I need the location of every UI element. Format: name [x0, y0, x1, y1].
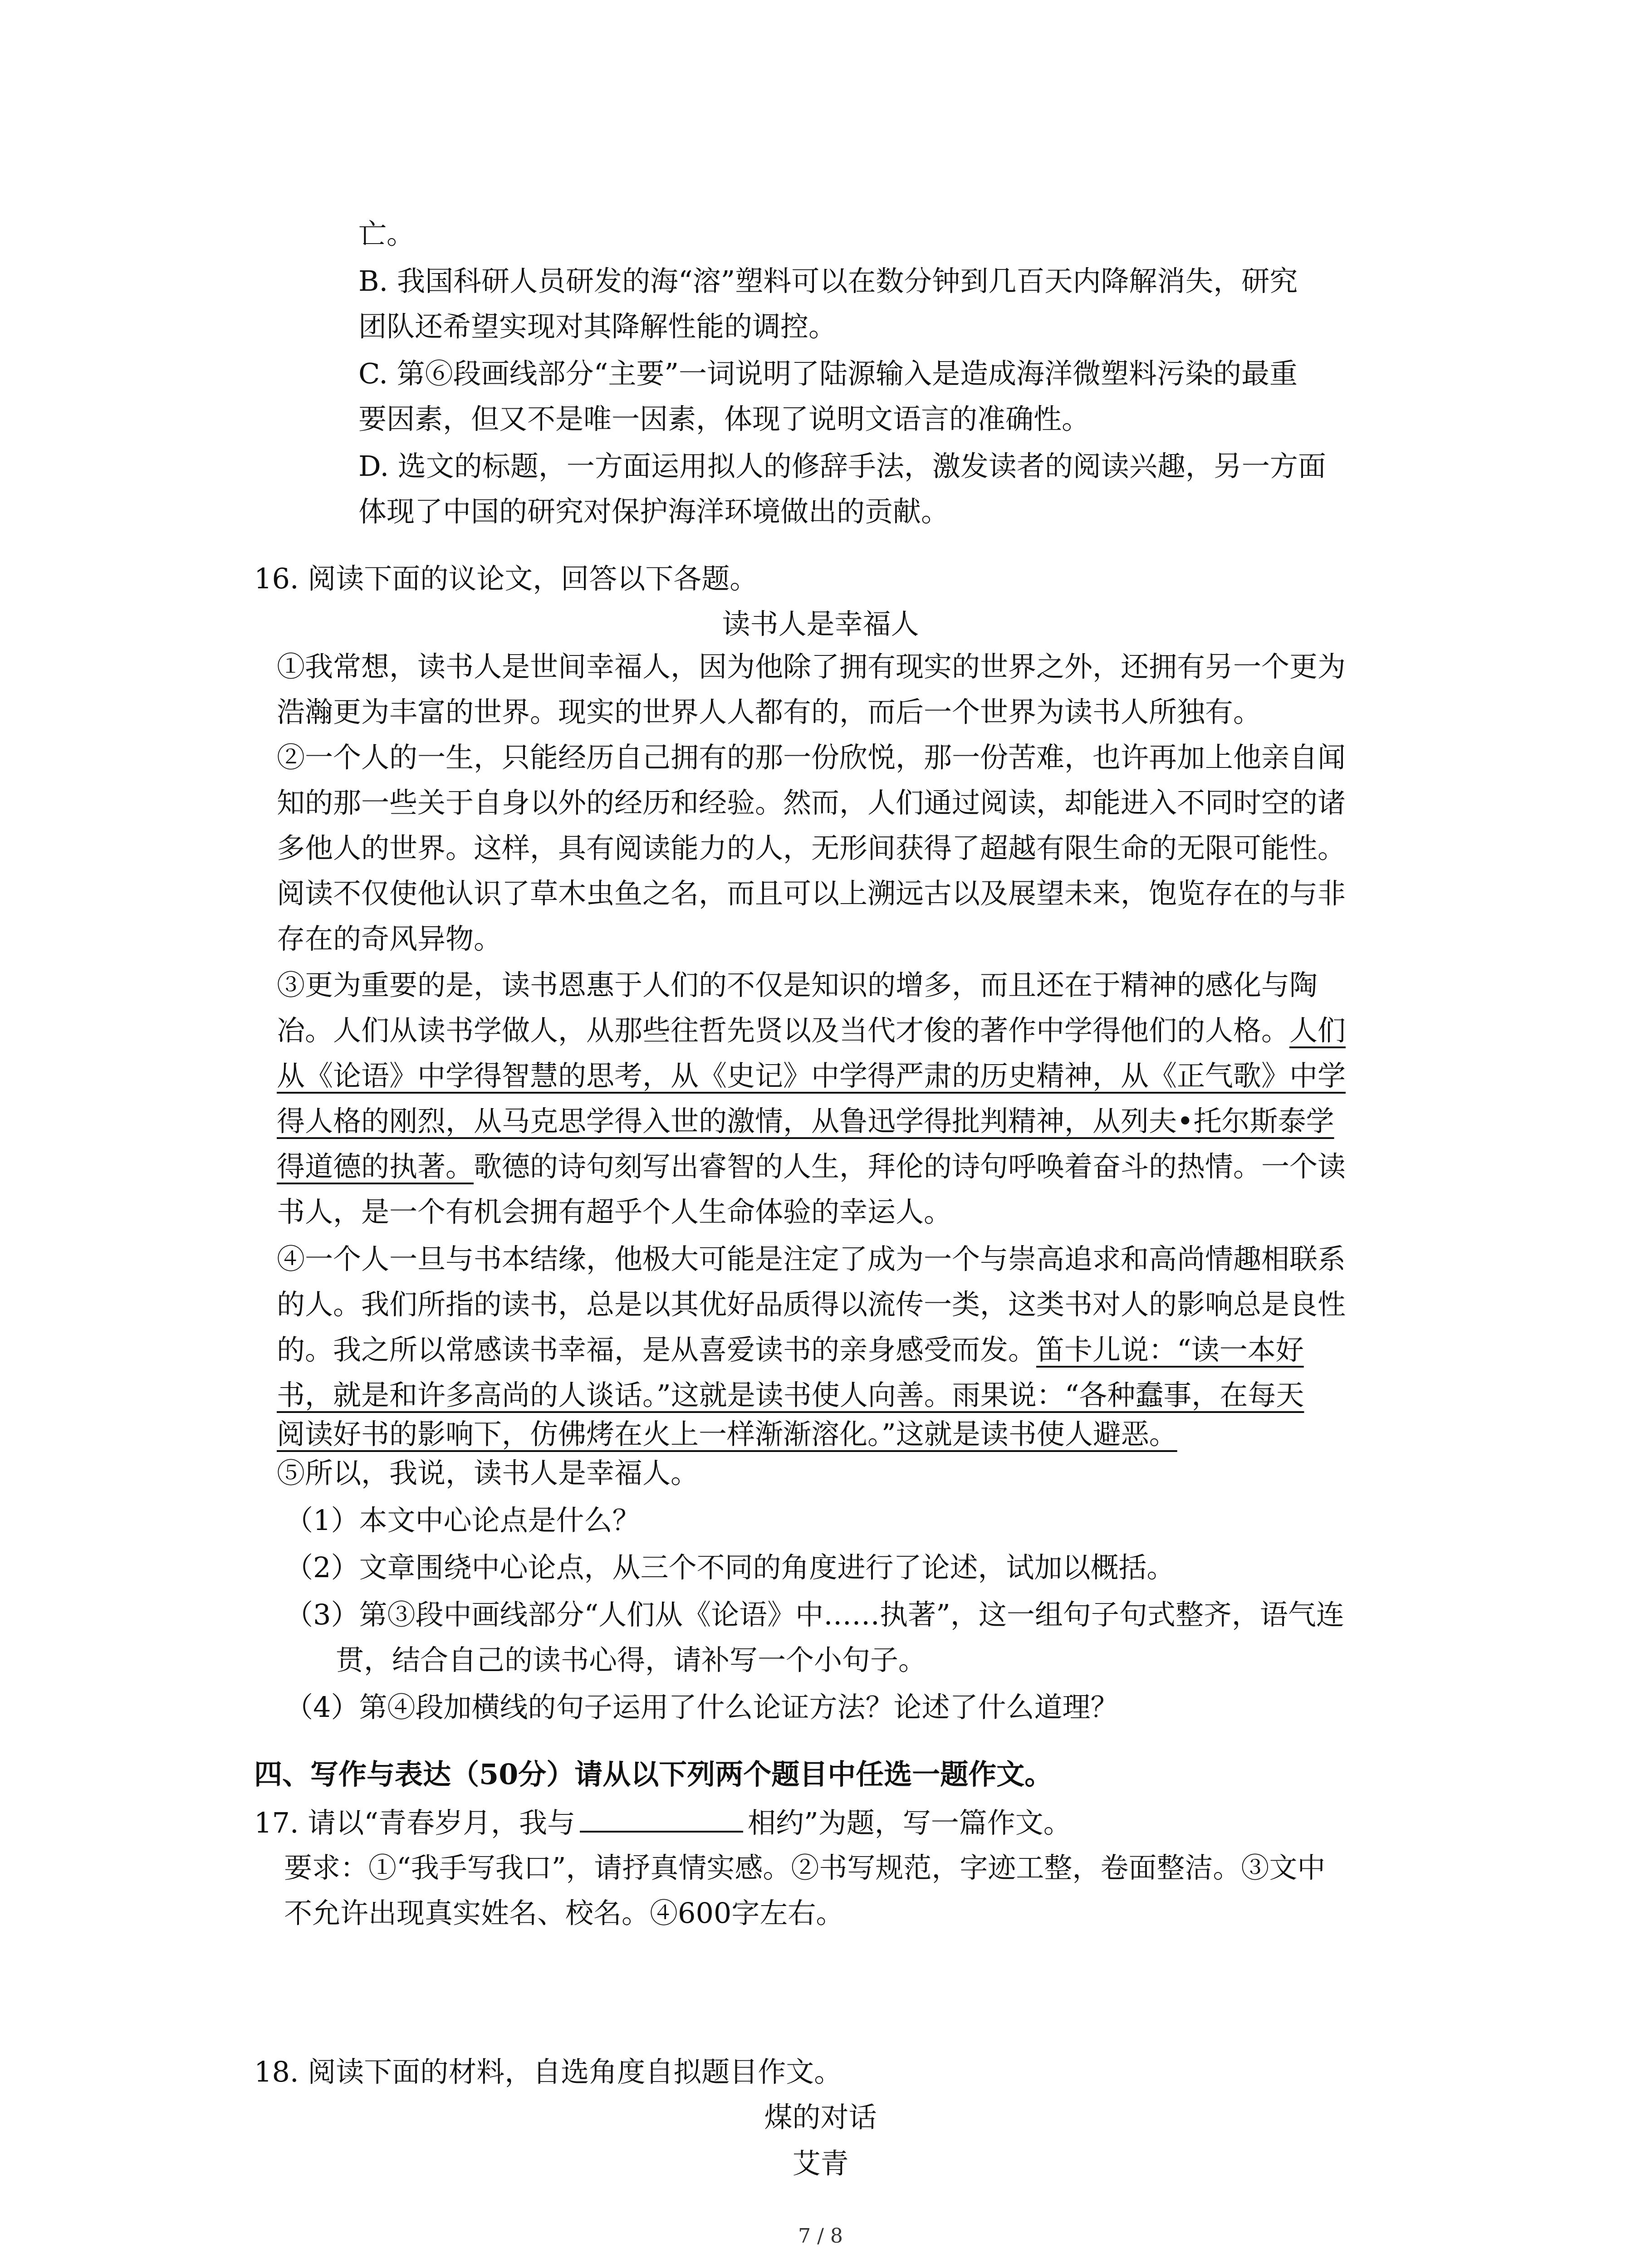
q16-p3-line6: 书人，是一个有机会拥有超乎个人生命体验的幸运人。	[277, 1195, 952, 1228]
q17-prefix: 17. 请以“青春岁月，我与	[254, 1806, 576, 1839]
q15-option-d-line1: D. 选文的标题，一方面运用拟人的修辞手法，激发读者的阅读兴趣，另一方面	[358, 450, 1326, 483]
q18-poem-title: 煤的对话	[764, 2101, 877, 2134]
q16-p1-line2: 浩瀚更为丰富的世界。现实的世界人人都有的，而后一个世界为读书人所独有。	[277, 695, 1262, 728]
q16-subq-3-line2: 贯，结合自己的读书心得，请补写一个小句子。	[336, 1643, 927, 1677]
q15-option-c-line2: 要因素，但又不是唯一因素，体现了说明文语言的准确性。	[358, 402, 1090, 435]
q16-p3-underlined-start: 人们	[1289, 1014, 1346, 1047]
q16-p2-line2: 知的那一些关于自身以外的经历和经验。然而，人们通过阅读，却能进入不同时空的诸	[277, 786, 1346, 819]
q16-p3-line5-plain: 歌德的诗句刻写出睿智的人生，拜伦的诗句呼唤着奋斗的热情。一个读	[474, 1150, 1346, 1183]
q16-p3-line1: ③更为重要的是，读书恩惠于人们的不仅是知识的增多，而且还在于精神的感化与陶	[277, 968, 1318, 1002]
q16-p5: ⑤所以，我说，读书人是幸福人。	[277, 1457, 699, 1490]
q16-subq-2: （2）文章围绕中心论点，从三个不同的角度进行了论述，试加以概括。	[285, 1551, 1175, 1584]
q16-p3-line2-plain: 冶。人们从读书学做人，从那些往哲先贤以及当代才俊的著作中学得他们的人格。	[277, 1014, 1290, 1047]
q17-requirements-line2: 不允许出现真实姓名、校名。④600字左右。	[284, 1897, 844, 1930]
q16-p4-line1: ④一个人一旦与书本结缘，他极大可能是注定了成为一个与崇高追求和高尚情趣相联系	[277, 1242, 1346, 1276]
q16-stem: 16. 阅读下面的议论文，回答以下各题。	[254, 562, 758, 595]
q16-p2-line3: 多他人的世界。这样，具有阅读能力的人，无形间获得了超越有限生命的无限可能性。	[277, 831, 1346, 865]
q16-p4-line3	[277, 1332, 1304, 1368]
q16-subq-4: （4）第④段加横线的句子运用了什么论证方法？论述了什么道理？	[285, 1691, 1119, 1724]
q15-continuation: 亡。	[358, 217, 415, 250]
q16-p4-line2: 的人。我们所指的读书，总是以其优好品质得以流传一类，这类书对人的影响总是良性	[277, 1288, 1346, 1321]
q15-option-b-line2: 团队还希望实现对其降解性能的调控。	[358, 310, 837, 343]
q15-option-d-line2: 体现了中国的研究对保护海洋环境做出的贡献。	[358, 495, 950, 528]
q16-p3-line4-underlined: 得人格的刚烈，从马克思学得入世的激情，从鲁迅学得批判精神，从列夫•托尔斯泰学	[277, 1105, 1334, 1138]
q16-p2-line5: 存在的奇风异物。	[277, 922, 502, 955]
q16-p4-line3-plain: 的。我之所以常感读书幸福，是从喜爱读书的亲身感受而发。	[277, 1333, 1037, 1366]
page-number: 7 / 8	[798, 2224, 843, 2248]
q16-p3-line5	[277, 1149, 1346, 1185]
q16-p4-underlined-start: 笛卡儿说：“读一本好	[1036, 1333, 1304, 1366]
q16-subq-3-line1: （3）第③段中画线部分“人们从《论语》中……执著”，这一组句子句式整齐，语气连	[285, 1598, 1344, 1631]
q17-requirements-line1: 要求：①“我手写我口”，请抒真情实感。②书写规范，字迹工整，卷面整洁。③文中	[284, 1851, 1326, 1884]
q17-suffix: 相约”为题，写一篇作文。	[748, 1806, 1072, 1839]
q16-subq-1: （1）本文中心论点是什么？	[285, 1504, 641, 1537]
q16-passage-title: 读书人是幸福人	[722, 607, 919, 640]
q16-p3-underlined-end: 得道德的执著。	[277, 1150, 474, 1183]
q15-option-b-line1: B. 我国科研人员研发的海“溶”塑料可以在数分钟到几百天内降解消失，研究	[358, 264, 1298, 298]
section4-heading: 四、写作与表达（50分）请从以下列两个题目中任选一题作文。	[254, 1758, 1053, 1791]
q16-p4-line4-underlined: 书，就是和许多高尚的人谈话。”这就是读书使人向善。雨果说：“各种蠢事，在每天	[277, 1378, 1304, 1412]
q18-poem-author: 艾青	[792, 2147, 849, 2180]
q18-stem: 18. 阅读下面的材料，自选角度自拟题目作文。	[254, 2055, 843, 2088]
q16-p3-line3-underlined: 从《论语》中学得智慧的思考，从《史记》中学得严肃的历史精神，从《正气歌》中学	[277, 1059, 1346, 1092]
q16-p4-line5-underlined: 阅读好书的影响下，仿佛烤在火上一样渐渐溶化。”这就是读书使人避恶。	[277, 1418, 1177, 1451]
q17-title-line	[254, 1804, 1072, 1841]
q16-p3-line2	[277, 1012, 1346, 1049]
q16-p2-line4: 阅读不仅使他认识了草木虫鱼之名，而且可以上溯远古以及展望未来，饱览存在的与非	[277, 877, 1346, 910]
q16-p1-line1: ①我常想，读书人是世间幸福人，因为他除了拥有现实的世界之外，还拥有另一个更为	[277, 650, 1346, 683]
q16-p2-line1: ②一个人的一生，只能经历自己拥有的那一份欣悦，那一份苦难，也许再加上他亲自闻	[277, 741, 1346, 774]
q17-fill-blank[interactable]	[580, 1804, 743, 1833]
q15-option-c-line1: C. 第⑥段画线部分“主要”一词说明了陆源输入是造成海洋微塑料污染的最重	[358, 357, 1298, 390]
